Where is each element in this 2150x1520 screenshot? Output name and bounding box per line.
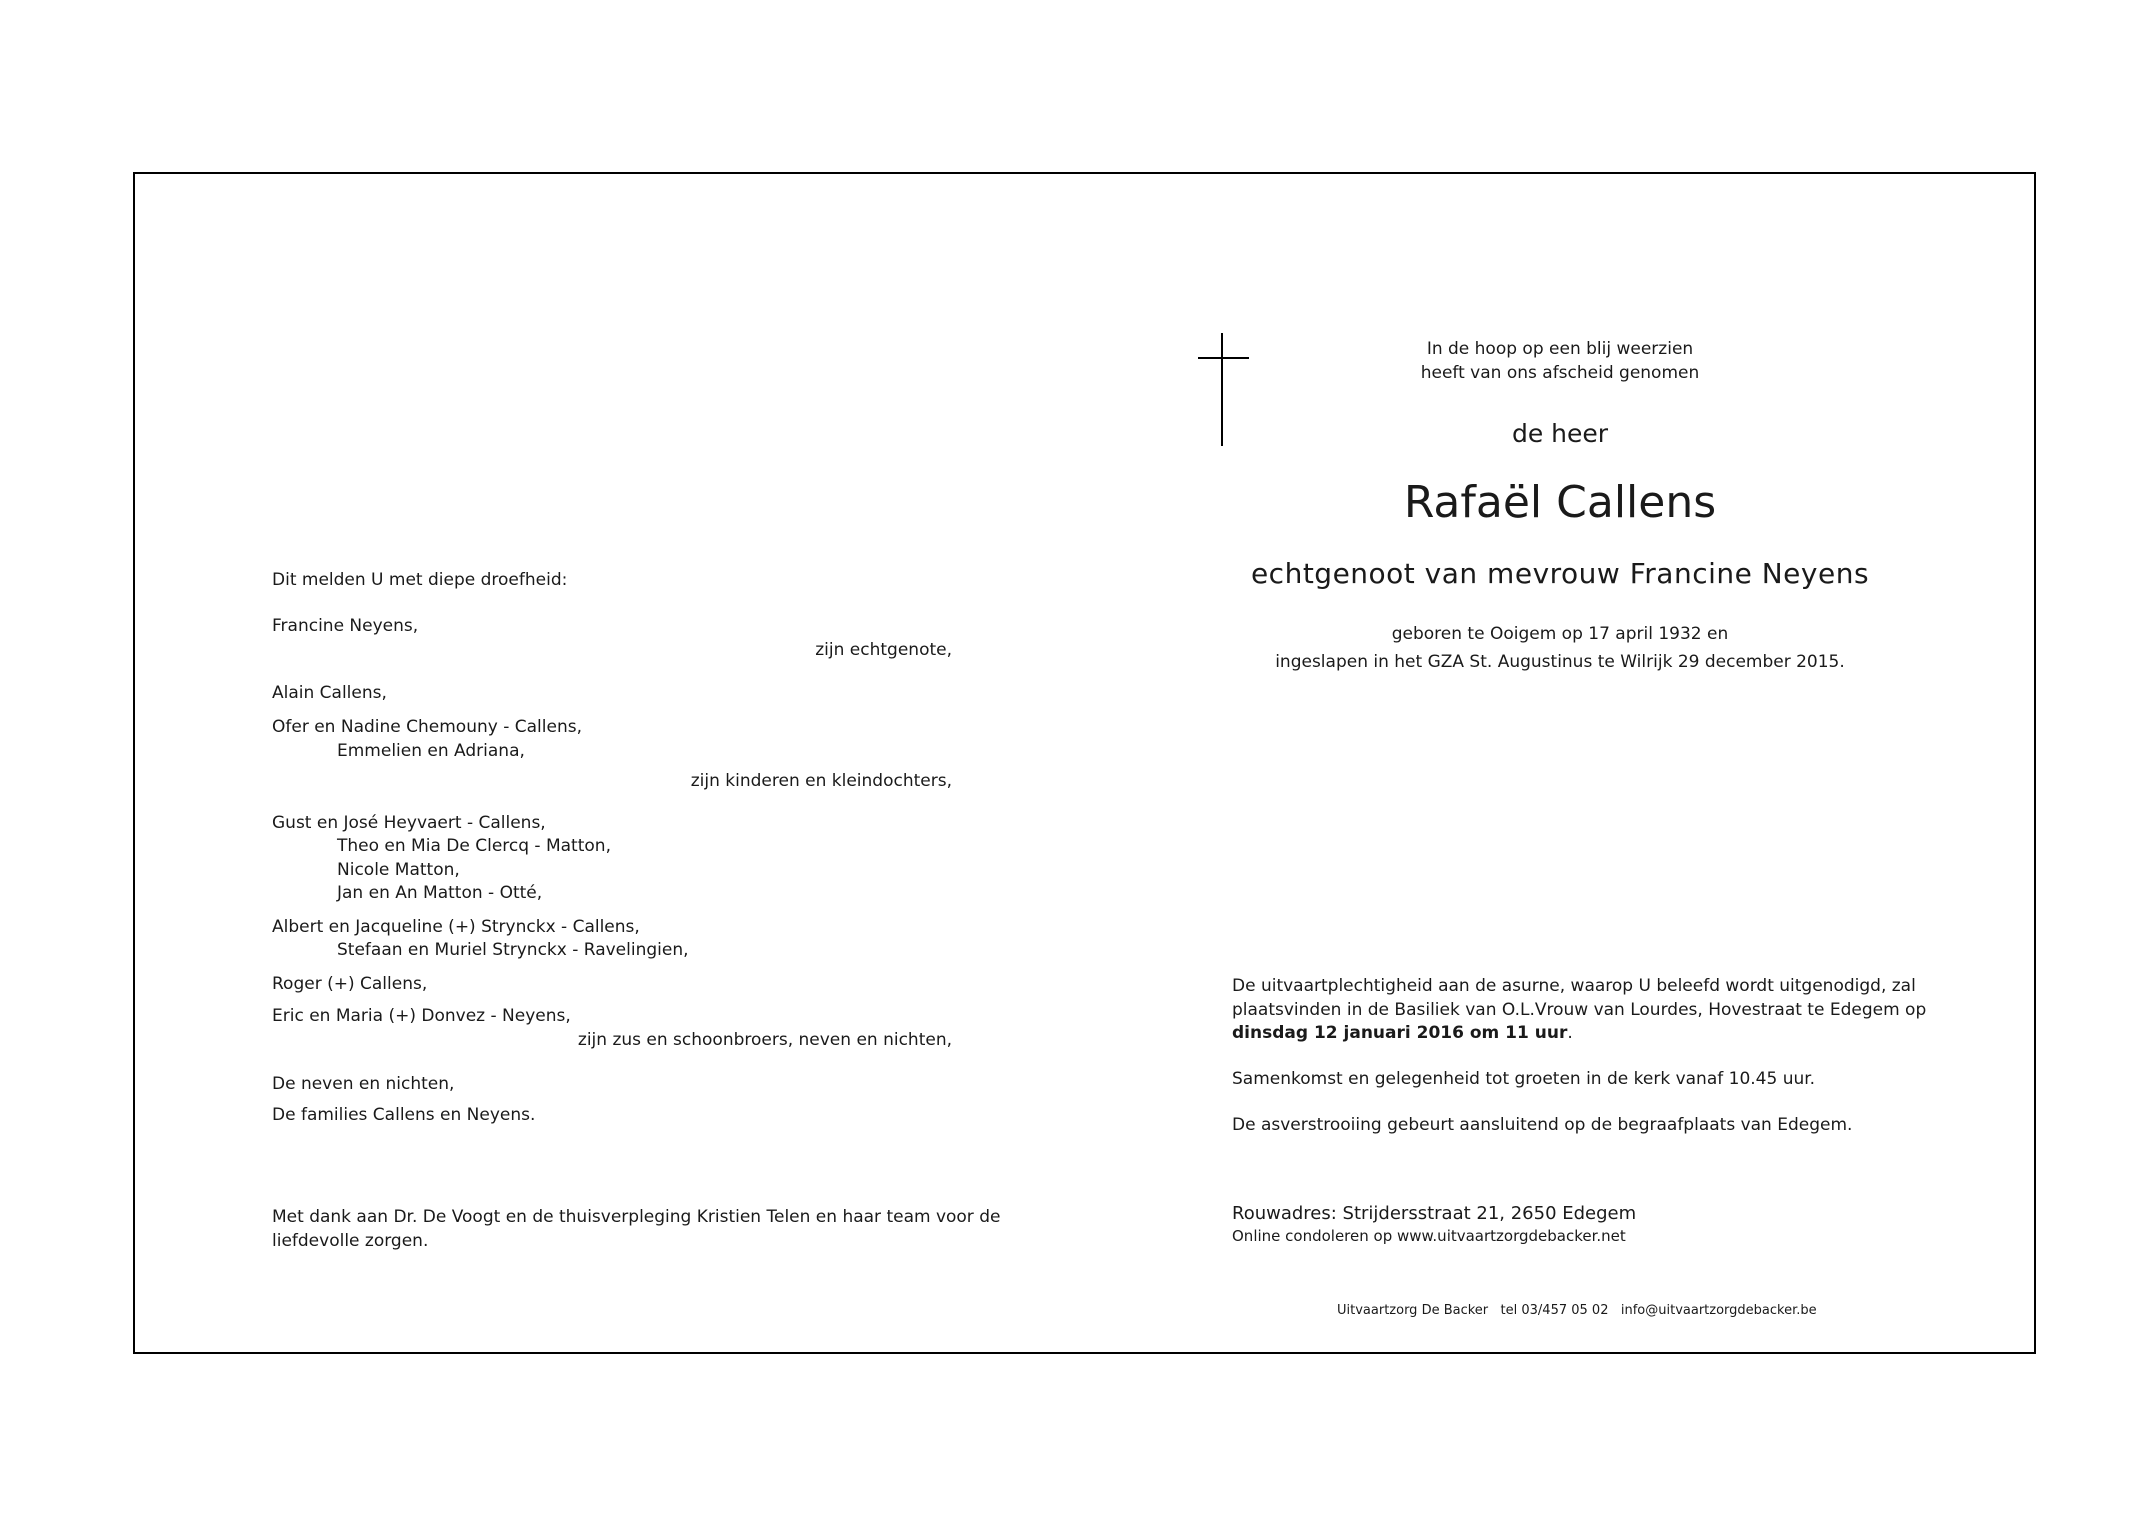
deceased-name: Rafaël Callens [1403, 477, 1717, 528]
announcement: Dit melden U met diepe droefheid: [272, 570, 568, 590]
family-member: Albert en Jacqueline (+) Strynckx - Callens, [272, 917, 640, 937]
spouse-name: Francine Neyens, [272, 616, 419, 636]
funeral-home-footer: Uitvaartzorg De Backer tel 03/457 05 02 info@uitvaartzorgdebacker.be [1337, 1303, 1817, 1318]
funeral-line-1: De uitvaartplechtigheid aan de asurne, waarop U beleefd wordt uitgenodigd, zal [1232, 976, 1916, 996]
cousins-line: De neven en nichten, [272, 1074, 455, 1094]
funeral-date-line [1232, 1021, 1573, 1045]
family-member: Alain Callens, [272, 683, 387, 703]
thanks-line-2: liefdevolle zorgen. [272, 1231, 429, 1251]
family-member: Theo en Mia De Clercq - Matton, [337, 836, 611, 856]
intro-line-1: In de hoop op een blij weerzien [1426, 339, 1694, 359]
mourning-address: Rouwadres: Strijdersstraat 21, 2650 Edegem [1232, 1203, 1637, 1224]
funeral-line-2: plaatsvinden in de Basiliek van O.L.Vrouw van Lourdes, Hovestraat te Edegem op [1232, 1000, 1927, 1020]
thanks-line-1: Met dank aan Dr. De Voogt en de thuisverpleging Kristien Telen en haar team voor de [272, 1207, 1001, 1227]
children-role: zijn kinderen en kleindochters, [690, 771, 952, 791]
family-member: Eric en Maria (+) Donvez - Neyens, [272, 1006, 571, 1026]
family-member: Gust en José Heyvaert - Callens, [272, 813, 546, 833]
birth-line: geboren te Ooigem op 17 april 1932 en [1391, 624, 1729, 644]
family-member: Ofer en Nadine Chemouny - Callens, [272, 717, 582, 737]
death-line: ingeslapen in het GZA St. Augustinus te Wilrijk 29 december 2015. [1275, 652, 1845, 672]
honorific: de heer [1511, 419, 1609, 448]
funeral-date-period: . [1567, 1023, 1573, 1043]
siblings-role: zijn zus en schoonbroers, neven en nichten, [577, 1030, 952, 1050]
gathering-line: Samenkomst en gelegenheid tot groeten in de kerk vanaf 10.45 uur. [1232, 1069, 1816, 1089]
family-member: Stefaan en Muriel Strynckx - Ravelingien, [337, 940, 689, 960]
ash-scattering-line: De asverstrooiing gebeurt aansluitend op de begraafplaats van Edegem. [1232, 1115, 1853, 1135]
spouse-line: echtgenoot van mevrouw Francine Neyens [1250, 557, 1870, 590]
spouse-role: zijn echtgenote, [815, 640, 952, 660]
online-condolences: Online condoleren op www.uitvaartzorgdebacker.net [1232, 1227, 1626, 1245]
families-line: De families Callens en Neyens. [272, 1105, 536, 1125]
family-member: Nicole Matton, [337, 860, 460, 880]
family-member: Roger (+) Callens, [272, 974, 428, 994]
family-member: Jan en An Matton - Otté, [337, 883, 543, 903]
intro-line-2: heeft van ons afscheid genomen [1420, 363, 1700, 383]
funeral-date: dinsdag 12 januari 2016 om 11 uur [1232, 1023, 1568, 1043]
family-member: Emmelien en Adriana, [337, 741, 525, 761]
